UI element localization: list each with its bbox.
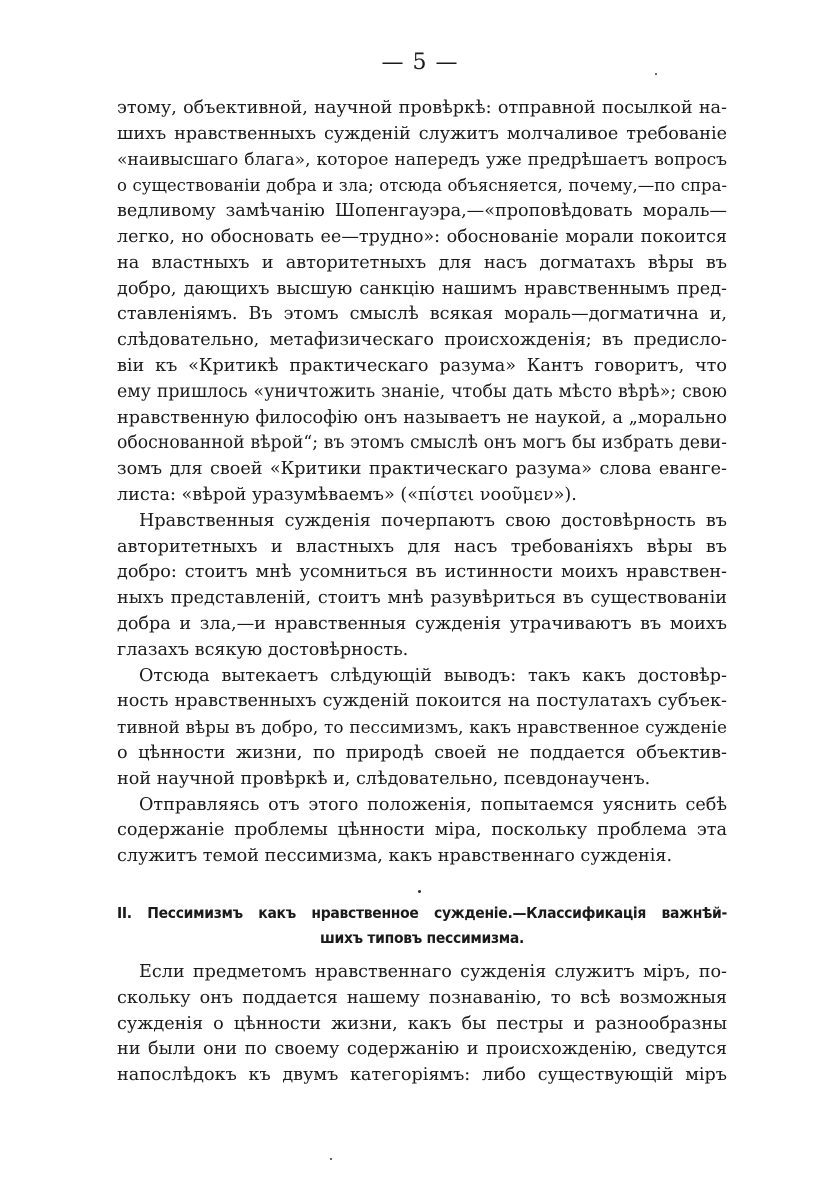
- heading-line: шихъ типовъ пессимизма.: [319, 929, 524, 947]
- text-line: ной научной провѣркѣ и, слѣдовательно, псевдонаученъ.: [117, 768, 651, 789]
- text-line: зомъ для своей «Критики практическаго разума» слова еванге-: [117, 459, 727, 480]
- text-line: Нравственныя сужденія почерпаютъ свою достовѣрность въ: [139, 510, 727, 531]
- print-speck: [655, 73, 657, 75]
- text-line: ведливому замѣчанію Шопенгауэра,—«проповѣдовать мораль—: [117, 201, 727, 222]
- text-line: віи къ «Критикѣ практическаго разума» Кантъ говоритъ, что: [117, 355, 727, 376]
- text-line: ставленіямъ. Въ этомъ смыслѣ всякая мораль—догматична и,: [117, 304, 727, 325]
- text-line: ему пришлось «уничтожить знаніе, чтобы дать мѣсто вѣрѣ»; свою: [117, 381, 727, 402]
- text-line: шихъ нравственныхъ сужденій служитъ молчаливое требованіе: [117, 123, 727, 144]
- text-line: ни были они по своему содержанію и происхожденію, сведутся: [117, 1039, 727, 1060]
- body-text: [117, 96, 727, 870]
- text-line: добро, дающихъ высшую санкцію нашимъ нравственнымъ пред-: [117, 278, 727, 299]
- text-line: авторитетныхъ и властныхъ для насъ требованіяхъ вѣры въ: [117, 536, 727, 557]
- text-line: листа: «вѣрой уразумѣваемъ» («πίστει νοοῦμεν»).: [117, 484, 577, 505]
- text-line: «наивысшаго блага», которое напередъ уже предрѣшаетъ вопросъ: [117, 149, 727, 170]
- text-line: глазахъ всякую достовѣрность.: [117, 639, 409, 660]
- text-line: слѣдовательно, метафизическаго происхожденія; въ предисло-: [117, 330, 727, 351]
- text-line: о существованіи добра и зла; отсюда объясняется, почему,—по спра-: [117, 176, 727, 196]
- text-line: этому, объективной, научной провѣркѣ: отправной посылкой на-: [117, 98, 727, 118]
- section-heading: [117, 901, 727, 951]
- text-line: легко, но обосновать ее—трудно»: обоснованіе морали покоится: [117, 226, 727, 247]
- heading-line: II. Пессимизмъ какъ нравственное сужденіе.—Классификація важнѣй-: [117, 904, 727, 922]
- text-line: сужденія о цѣнности жизни, какъ бы пестры и разнообразны: [117, 1013, 727, 1034]
- text-line: Отправляясь отъ этого положенія, попытаемся уяснить себѣ: [139, 794, 727, 815]
- text-line: тивной вѣры въ добро, то пессимизмъ, какъ нравственное сужденіе: [117, 717, 727, 738]
- text-line: ность нравственныхъ сужденій покоится на постулатахъ субъек-: [117, 691, 727, 712]
- print-speck: [330, 1158, 332, 1160]
- text-line: нравственную философію онъ называетъ не наукой, а „морально: [117, 407, 727, 428]
- text-line: служитъ темой пессимизма, какъ нравственнаго сужденія.: [117, 846, 673, 867]
- text-line: Если предметомъ нравственнаго сужденія служитъ міръ, по-: [139, 962, 727, 982]
- text-line: напослѣдокъ къ двумъ категоріямъ: либо существующій міръ: [117, 1065, 727, 1086]
- text-line: скольку онъ поддается нашему познаванію, то всѣ возможныя: [117, 987, 727, 1008]
- text-line: ныхъ представленій, стоитъ мнѣ разувѣриться въ существованіи: [117, 588, 727, 609]
- section-text: [117, 960, 727, 1089]
- text-line: добра и зла,—и нравственныя сужденія утрачиваютъ въ моихъ: [117, 613, 727, 634]
- text-line: добро: стоитъ мнѣ усомниться въ истинности моихъ нравствен-: [117, 562, 727, 583]
- text-line: Отсюда вытекаетъ слѣдующій выводъ: такъ какъ достовѣр-: [139, 665, 727, 686]
- page-number: — 5 —: [381, 50, 459, 75]
- print-speck: [418, 890, 421, 893]
- text-line: о цѣнности жизни, по природѣ своей не поддается объектив-: [117, 742, 727, 763]
- text-line: на властныхъ и авторитетныхъ для насъ догматахъ вѣры въ: [117, 252, 727, 273]
- text-line: обоснованной вѣрой“; въ этомъ смыслѣ онъ могъ бы избрать деви-: [117, 433, 727, 454]
- text-line: содержаніе проблемы цѣнности міра, поскольку проблема эта: [117, 820, 727, 841]
